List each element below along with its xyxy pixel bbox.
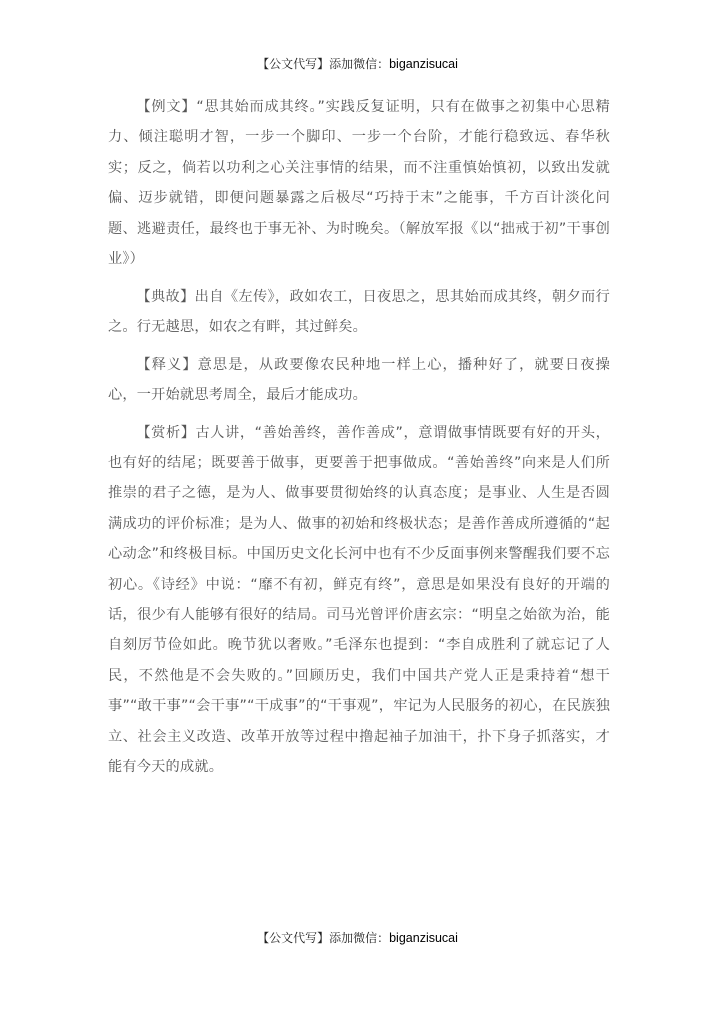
footer-wechat-id: biganzisucai: [389, 931, 458, 945]
page-header: [0, 56, 715, 72]
paragraph-example: 【例文】“思其始而成其终。”实践反复证明，只有在做事之初集中心思精力、倾注聪明才智，一步一个脚印、一步一个台阶，才能行稳致远、春华秋实；反之，倘若以功利之心关注事情的结果，而不注重慎始慎初，以致出发就偏、迈步就错，即便问题暴露之后极尽“巧持于末”之能事，千方百计淡化问题、逃避责任，最终也于事无补、为时晚矣。（解放军报《以“拙戒于初”干事创业》）: [108, 99, 610, 268]
footer-prefix: 【公文代写】添加微信：: [257, 931, 390, 945]
article-body: [108, 92, 610, 783]
page-footer: [0, 930, 715, 946]
paragraph-analysis: 【赏析】古人讲，“善始善终，善作善成”，意谓做事情既要有好的开头，也有好的结尾；既要善于做事，更要善于把事做成。“善始善终”向来是人们所推崇的君子之德，是为人、做事要贯彻始终的认真态度；是事业、人生是否圆满成功的评价标准；是为人、做事的初始和终极状态；是善作善成所遵循的“起心动念”和终极目标。中国历史文化长河中也有不少反面事例来警醒我们要不忘初心。《诗经》中说：“靡不有初，鲜克有终”，意思是如果没有良好的开端的话，很少有人能够有很好的结局。司马光曾评价唐玄宗：“明皇之始欲为治，能自刻厉节俭如此。晚节犹以奢败。”毛泽东也提到：“李自成胜利了就忘记了人民，不然他是不会失败的。”回顾历史，我们中国共产党人正是秉持着“想干事”“敢干事”“会干事”“干成事”的“干事观”，牢记为人民服务的初心，在民族独立、社会主义改造、改革开放等过程中撸起袖子加油干，扑下身子抓落实，才能有今天的成就。: [108, 424, 610, 776]
paragraph-meaning: 【释义】意思是，从政要像农民种地一样上心，播种好了，就要日夜操心，一开始就思考周全，最后才能成功。: [108, 356, 610, 404]
header-prefix: 【公文代写】添加微信：: [257, 57, 390, 71]
paragraph-allusion: 【典故】出自《左传》，政如农工，日夜思之，思其始而成其终，朝夕而行之。行无越思，如农之有畔，其过鲜矣。: [108, 288, 610, 336]
header-wechat-id: biganzisucai: [389, 57, 458, 71]
